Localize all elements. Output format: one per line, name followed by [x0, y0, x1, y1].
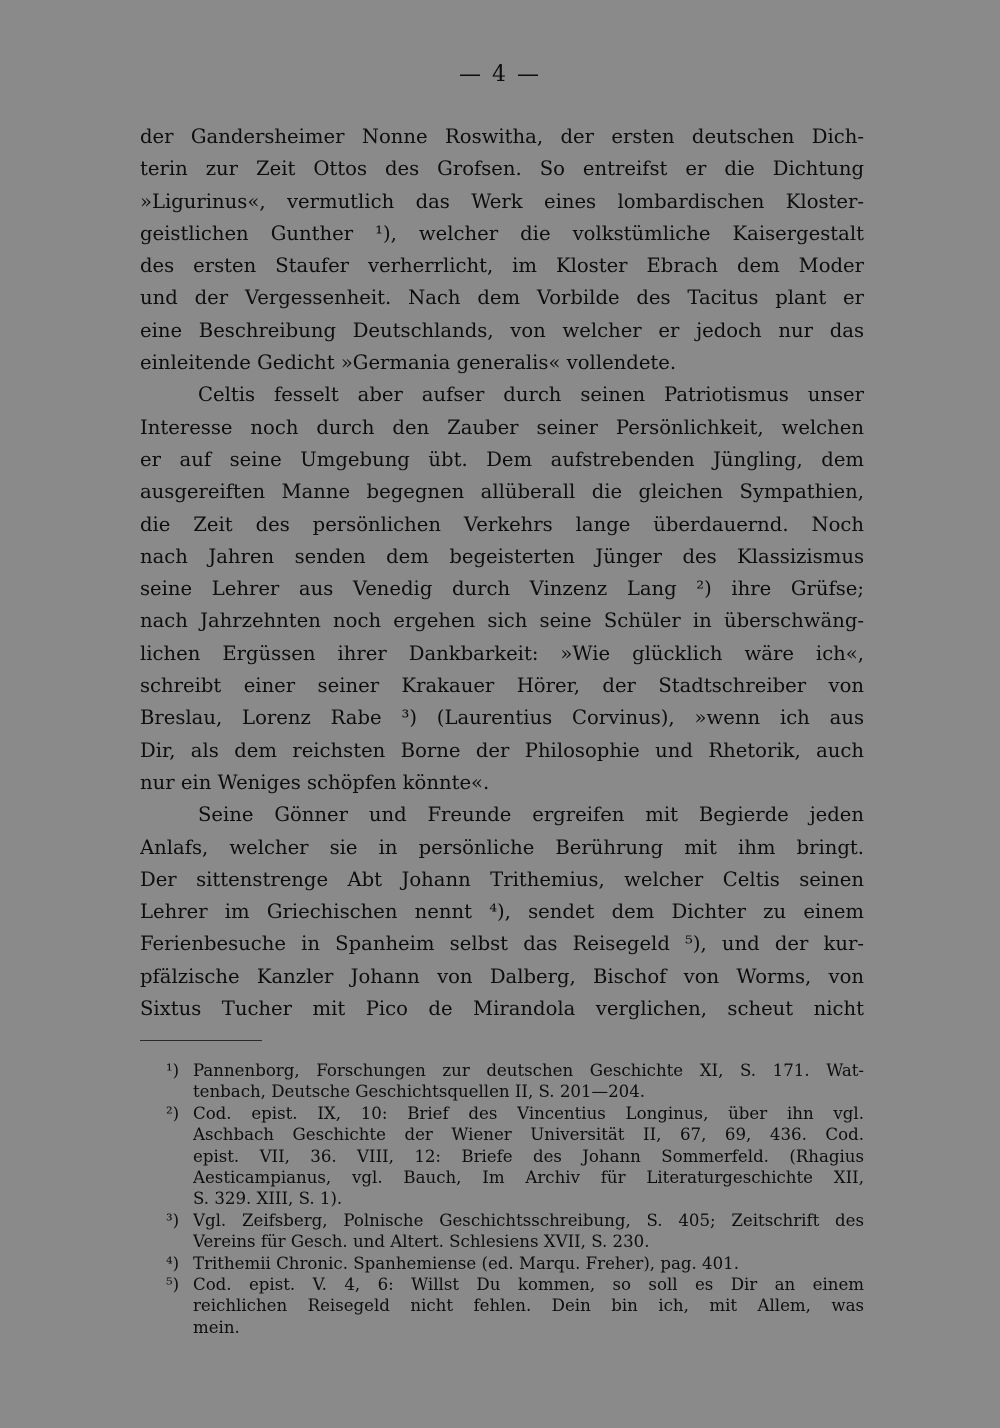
- page-number: — 4 —: [459, 62, 541, 87]
- footnote-line: Cod. epist. V. 4, 6: Willst Du kommen, so soll es Dir an einem: [193, 1274, 864, 1294]
- footnote-line: S. 329. XIII, S. 1).: [193, 1189, 343, 1209]
- text-line: Breslau, Lorenz Rabe ³) (Laurentius Corvinus), »wenn ich aus: [140, 706, 864, 730]
- footnote-line: reichlichen Reisegeld nicht fehlen. Dein bin ich, mit Allem, was: [193, 1296, 864, 1316]
- text-line: einleitende Gedicht »Germania generalis« vollendete.: [140, 351, 677, 375]
- text-line: ausgereiften Manne begegnen allüberall die gleichen Sympathien,: [140, 480, 864, 504]
- footnote-line: epist. VII, 36. VIII, 12: Briefe des Johann Sommerfeld. (Rhagius: [193, 1146, 864, 1166]
- text-line: Ferienbesuche in Spanheim selbst das Reisegeld ⁵), und der kur-: [140, 932, 864, 956]
- text-line: »Ligurinus«, vermutlich das Werk eines lombardischen Kloster-: [140, 189, 864, 213]
- text-line: geistlichen Gunther ¹), welcher die volkstümliche Kaisergestalt: [140, 221, 864, 245]
- text-line: schreibt einer seiner Krakauer Hörer, der Stadtschreiber von: [140, 674, 864, 698]
- text-line: Celtis fesselt aber aufser durch seinen Patriotismus unser: [198, 383, 864, 407]
- main-text: [140, 121, 864, 1025]
- text-line: die Zeit des persönlichen Verkehrs lange überdauernd. Noch: [140, 512, 864, 536]
- text-line: seine Lehrer aus Venedig durch Vinzenz Lang ²) ihre Grüfse;: [140, 577, 864, 601]
- text-line: Sixtus Tucher mit Pico de Mirandola verglichen, scheut nicht: [140, 997, 864, 1021]
- text-line: und der Vergessenheit. Nach dem Vorbilde des Tacitus plant er: [140, 286, 864, 310]
- footnote-line: Cod. epist. IX, 10: Brief des Vincentius Longinus, über ihn vgl.: [193, 1103, 864, 1123]
- footnote-line: mein.: [193, 1317, 240, 1337]
- footnote-line: Trithemii Chronic. Spanhemiense (ed. Marqu. Freher), pag. 401.: [193, 1253, 739, 1273]
- footnote-line: Aesticampianus, vgl. Bauch, Im Archiv für Literaturgeschichte XII,: [193, 1167, 864, 1187]
- footnotes: [140, 1060, 864, 1338]
- text-line: terin zur Zeit Ottos des Grofsen. So entreifst er die Dichtung: [140, 157, 864, 181]
- footnote-line: Vereins für Gesch. und Altert. Schlesiens XVII, S. 230.: [193, 1232, 650, 1252]
- footnote-line: Aschbach Geschichte der Wiener Universität II, 67, 69, 436. Cod.: [193, 1125, 864, 1145]
- text-line: Seine Gönner und Freunde ergreifen mit Begierde jeden: [198, 803, 864, 827]
- footnote-mark: ⁴): [166, 1253, 180, 1273]
- text-line: nur ein Weniges schöpfen könnte«.: [140, 770, 490, 794]
- text-line: eine Beschreibung Deutschlands, von welcher er jedoch nur das: [140, 318, 864, 342]
- footnote: [140, 1060, 864, 1103]
- text-line: Der sittenstrenge Abt Johann Trithemius, welcher Celtis seinen: [140, 867, 864, 891]
- text-line: Anlafs, welcher sie in persönliche Berührung mit ihm bringt.: [140, 835, 864, 859]
- footnote: [140, 1210, 864, 1253]
- text-line: nach Jahren senden dem begeisterten Jünger des Klassizismus: [140, 544, 864, 568]
- text-line: Lehrer im Griechischen nennt ⁴), sendet dem Dichter zu einem: [140, 900, 864, 924]
- text-line: pfälzische Kanzler Johann von Dalberg, Bischof von Worms, von: [140, 964, 864, 988]
- footnote-line: tenbach, Deutsche Geschichtsquellen II, S. 201—204.: [193, 1082, 646, 1102]
- text-line: nach Jahrzehnten noch ergehen sich seine Schüler in überschwäng-: [140, 609, 864, 633]
- text-line: er auf seine Umgebung übt. Dem aufstrebenden Jüngling, dem: [140, 447, 864, 471]
- text-line: Interesse noch durch den Zauber seiner Persönlichkeit, welchen: [140, 415, 864, 439]
- footnote: [140, 1103, 864, 1210]
- text-line: der Gandersheimer Nonne Roswitha, der ersten deutschen Dich-: [140, 125, 864, 148]
- footnote-rule: [140, 1040, 262, 1041]
- footnote-line: Pannenborg, Forschungen zur deutschen Geschichte XI, S. 171. Wat-: [193, 1061, 864, 1080]
- text-line: Dir, als dem reichsten Borne der Philosophie und Rhetorik, auch: [140, 738, 864, 762]
- footnote: [140, 1274, 864, 1338]
- footnote: [140, 1253, 864, 1274]
- footnote-mark: ⁵): [166, 1274, 180, 1294]
- footnote-mark: ²): [166, 1103, 180, 1123]
- footnote-line: Vgl. Zeifsberg, Polnische Geschichtsschreibung, S. 405; Zeitschrift des: [193, 1210, 864, 1230]
- footnote-mark: ¹): [166, 1061, 180, 1080]
- text-line: des ersten Staufer verherrlicht, im Kloster Ebrach dem Moder: [140, 254, 864, 278]
- text-line: lichen Ergüssen ihrer Dankbarkeit: »Wie glücklich wäre ich«,: [140, 641, 864, 665]
- footnote-mark: ³): [166, 1210, 180, 1230]
